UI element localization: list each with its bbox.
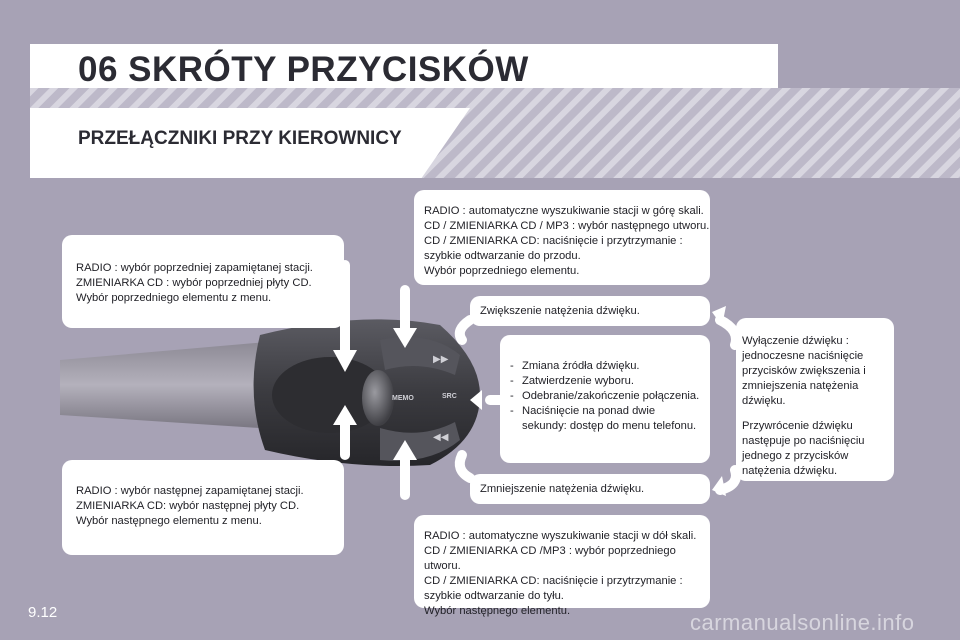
text-line: Wybór poprzedniego elementu z menu. <box>76 292 272 304</box>
info-box-next-preset <box>62 460 344 555</box>
watermark: carmanualsonline.info <box>690 610 915 635</box>
page-number: 9.12 <box>28 604 58 621</box>
list-item: - Zatwierdzenie wyboru. <box>510 374 702 389</box>
text-line: CD / ZMIENIARKA CD /MP3 : wybór poprzedniego utworu. <box>424 545 676 572</box>
text-line: Zwiększenie natężenia dźwięku. <box>480 305 640 317</box>
list-item: - Naciśnięcie na ponad dwie sekundy: dostęp do menu telefonu. <box>510 404 702 434</box>
memo-label: MEMO <box>392 395 414 402</box>
text-line: CD / ZMIENIARKA CD: naciśnięcie i przytrzymanie : <box>424 235 683 247</box>
arrow-volume-up <box>460 320 470 340</box>
info-box-previous-preset <box>62 235 344 328</box>
text-paragraph: Przywrócenie dźwięku następuje po naciśnięciu jednego z przycisków natężenia dźwięku. <box>742 420 865 477</box>
text-paragraph: Wyłączenie dźwięku : jednoczesne naciśnięcie przycisków zwiększenia i zmniejszenia natężenia dźwięku. <box>742 335 866 407</box>
text-line: Wybór następnego elementu z menu. <box>76 515 262 527</box>
text-line: CD / ZMIENIARKA CD / MP3 : wybór następnego utworu. <box>424 220 710 232</box>
text-line: CD / ZMIENIARKA CD: naciśnięcie i przytrzymanie : <box>424 575 683 587</box>
info-box-seek-up <box>414 190 710 285</box>
text-line: RADIO : wybór następnej zapamiętanej stacji. <box>76 485 304 497</box>
section-subtitle: PRZEŁĄCZNIKI PRZY KIEROWNICY <box>78 128 402 149</box>
page-title: 06 SKRÓTY PRZYCISKÓW <box>78 50 529 89</box>
rewind-label: ◀◀ <box>433 432 449 443</box>
list-item: - Zmiana źródła dźwięku. <box>510 359 702 374</box>
text-line: ZMIENIARKA CD : wybór poprzedniej płyty CD. <box>76 277 312 289</box>
text-line: Wybór poprzedniego elementu. <box>424 265 580 277</box>
info-box-src-functions <box>500 335 710 463</box>
info-box-volume-down <box>470 474 710 504</box>
info-box-mute <box>736 318 894 481</box>
src-label: SRC <box>442 393 457 400</box>
text-line: RADIO : automatyczne wyszukiwanie stacji w górę skali. <box>424 205 704 217</box>
text-line: Wybór następnego elementu. <box>424 605 571 617</box>
list-item: - Odebranie/zakończenie połączenia. <box>510 389 702 404</box>
text-line: Zmniejszenie natężenia dźwięku. <box>480 483 645 495</box>
text-line: ZMIENIARKA CD: wybór następnej płyty CD. <box>76 500 300 512</box>
text-line: RADIO : wybór poprzedniej zapamiętanej stacji. <box>76 262 313 274</box>
info-box-volume-up <box>470 296 710 326</box>
text-line: RADIO : automatyczne wyszukiwanie stacji w dół skali. <box>424 530 697 542</box>
function-list <box>510 359 702 434</box>
arrow-volume-down <box>460 455 470 478</box>
arrow-mute <box>720 320 736 490</box>
info-box-seek-down <box>414 515 710 617</box>
forward-label: ▶▶ <box>433 354 449 365</box>
text-line: szybkie odtwarzanie do przodu. <box>424 250 581 262</box>
text-line: szybkie odtwarzanie do tyłu. <box>424 590 564 602</box>
